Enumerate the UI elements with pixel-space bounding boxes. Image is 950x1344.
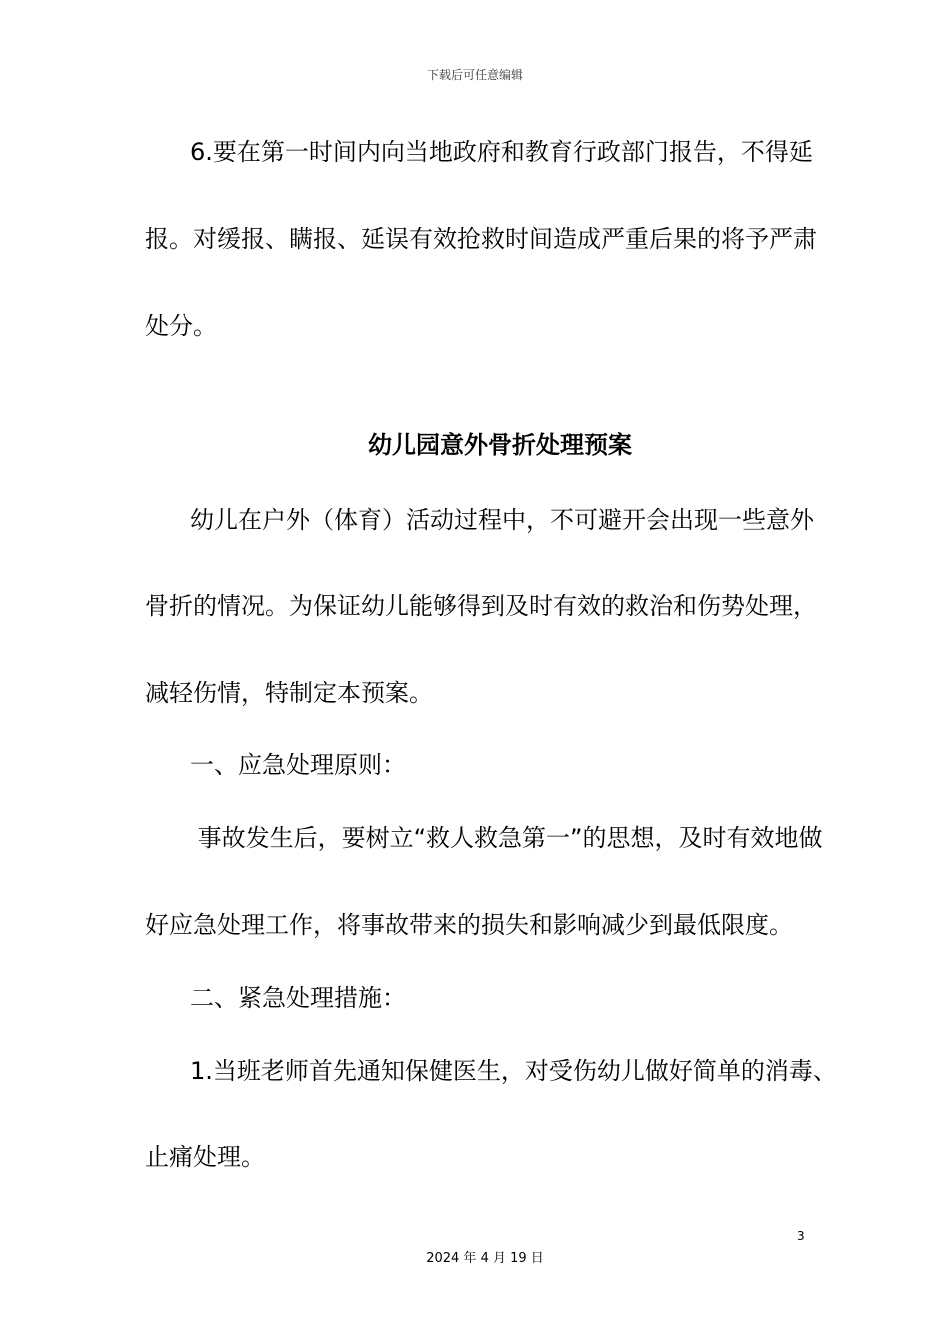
paragraph-line: 骨折的情况。为保证幼儿能够得到及时有效的救治和伤势处理， (145, 592, 817, 620)
page-number: 3 (797, 1229, 805, 1243)
paragraph-line: 止痛处理。 (145, 1143, 265, 1171)
paragraph-line: 好应急处理工作，将事故带来的损失和影响减少到最低限度。 (145, 911, 793, 939)
paragraph-line: 1.当班老师首先通知保健医生，对受伤幼儿做好简单的消毒、 (190, 1057, 837, 1085)
paragraph-line: 报。对缓报、瞒报、延误有效抢救时间造成严重后果的将予严肃 (145, 225, 817, 253)
paragraph-line: 事故发生后，要树立“救人救急第一”的思想，及时有效地做 (190, 824, 823, 852)
page-footer-date: 2024 年 4 月 19 日 (426, 1251, 544, 1266)
section-title: 幼儿园意外骨折处理预案 (368, 431, 632, 459)
paragraph-line: 处分。 (145, 312, 217, 340)
paragraph-line: 幼儿在户外（体育）活动过程中，不可避开会出现一些意外 (190, 506, 814, 534)
section-heading: 二、紧急处理措施： (190, 984, 406, 1012)
page-header: 下载后可任意编辑 (426, 68, 523, 82)
section-heading: 一、应急处理原则： (190, 751, 406, 779)
paragraph-line: 6.要在第一时间内向当地政府和教育行政部门报告，不得延 (190, 138, 813, 166)
paragraph-line: 减轻伤情，特制定本预案。 (145, 679, 433, 707)
